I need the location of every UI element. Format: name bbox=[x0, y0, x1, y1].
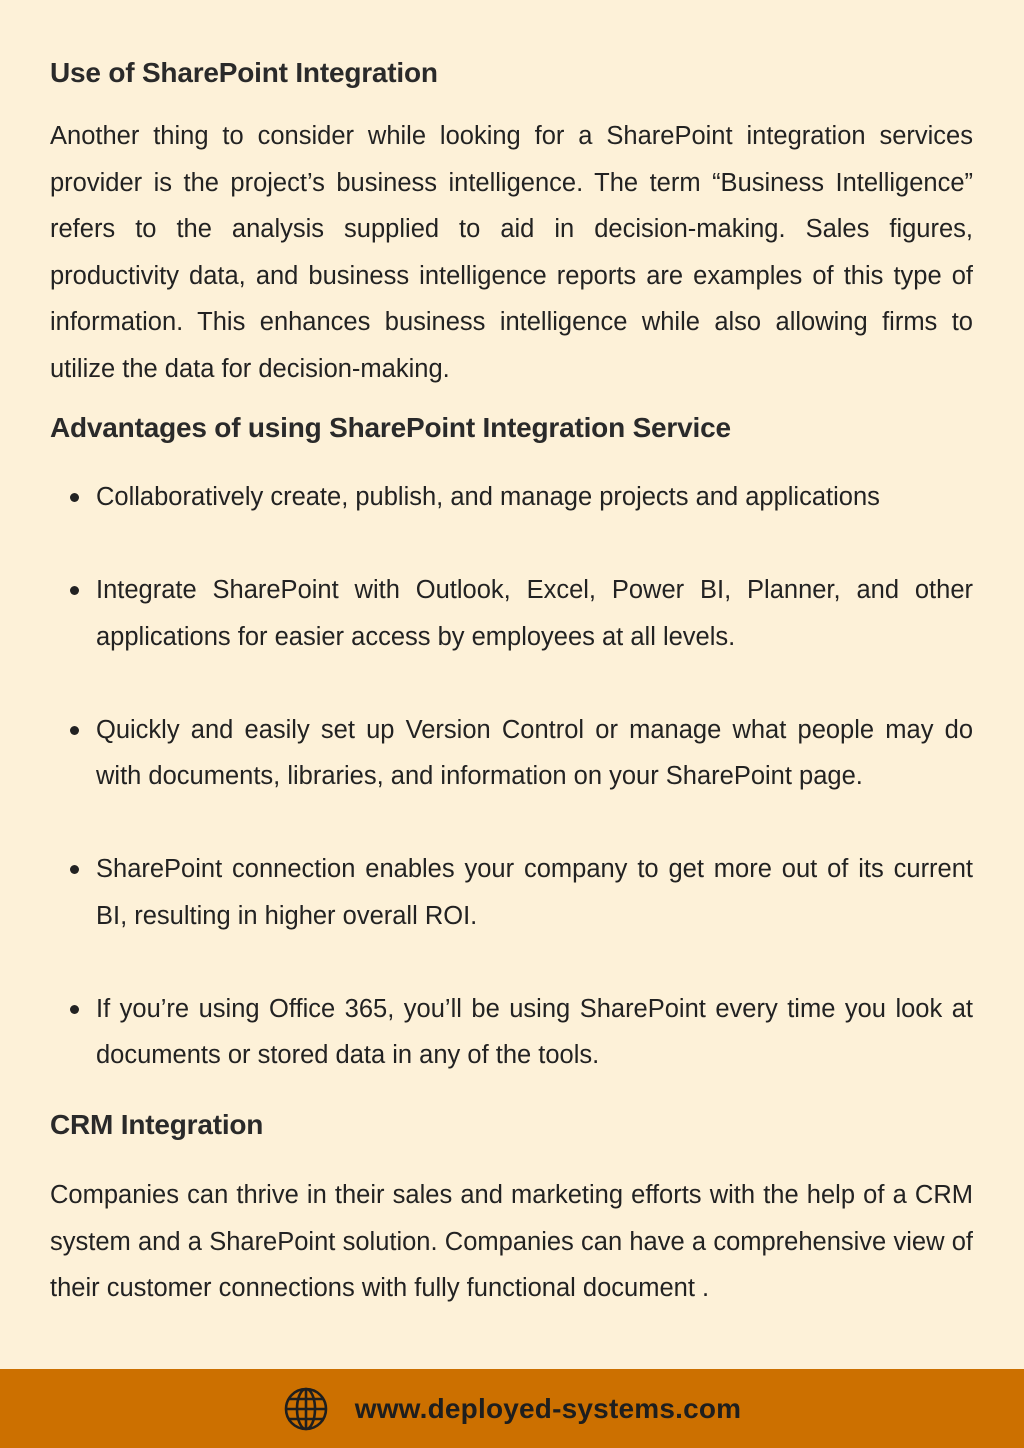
list-item-text: Integrate SharePoint with Outlook, Excel, Power BI, Planner, and other applications for easier access by employees at all levels. bbox=[96, 576, 973, 651]
section-paragraph-crm: Companies can thrive in their sales and marketing efforts with the help of a CRM system and a SharePoint solution. Companies can have a comprehensive view of their customer connections with fully functional document . bbox=[50, 1181, 973, 1302]
section-paragraph-sharepoint: Another thing to consider while looking for a SharePoint integration services provider is the project’s business intelligence. The term “Business Intelligence” refers to the analysis supplied to aid in decision-making. Sales figures, productivity data, and business intelligence reports are examples of this type of information. This enhances business intelligence while also allowing firms to utilize the data for decision-making. bbox=[50, 122, 973, 383]
website-link[interactable]: www.deployed-systems.com bbox=[354, 1392, 742, 1424]
section-heading-advantages: Advantages of using SharePoint Integration Service bbox=[50, 412, 731, 443]
bullet-icon bbox=[70, 586, 79, 595]
bullet-icon bbox=[70, 1005, 79, 1014]
footer-bar bbox=[0, 1369, 1024, 1448]
list-item bbox=[50, 707, 973, 800]
list-item bbox=[50, 474, 973, 521]
bullet-icon bbox=[70, 726, 79, 735]
list-item-text: SharePoint connection enables your company to get more out of its current BI, resulting in higher overall ROI. bbox=[96, 855, 973, 930]
list-item-text: If you’re using Office 365, you’ll be using SharePoint every time you look at documents or stored data in any of the tools. bbox=[96, 994, 973, 1069]
advantages-list bbox=[50, 474, 973, 1125]
globe-icon bbox=[283, 1386, 329, 1432]
list-item bbox=[50, 986, 973, 1079]
list-item-text: Collaboratively create, publish, and manage projects and applications bbox=[96, 483, 880, 511]
bullet-icon bbox=[70, 493, 79, 502]
section-heading-crm: CRM Integration bbox=[50, 1109, 264, 1140]
bullet-icon bbox=[70, 865, 79, 874]
list-item bbox=[50, 846, 973, 939]
section-heading-sharepoint: Use of SharePoint Integration bbox=[50, 57, 438, 88]
list-item bbox=[50, 567, 973, 660]
list-item-text: Quickly and easily set up Version Control or manage what people may do with documents, libraries, and information on your SharePoint page. bbox=[96, 715, 973, 790]
